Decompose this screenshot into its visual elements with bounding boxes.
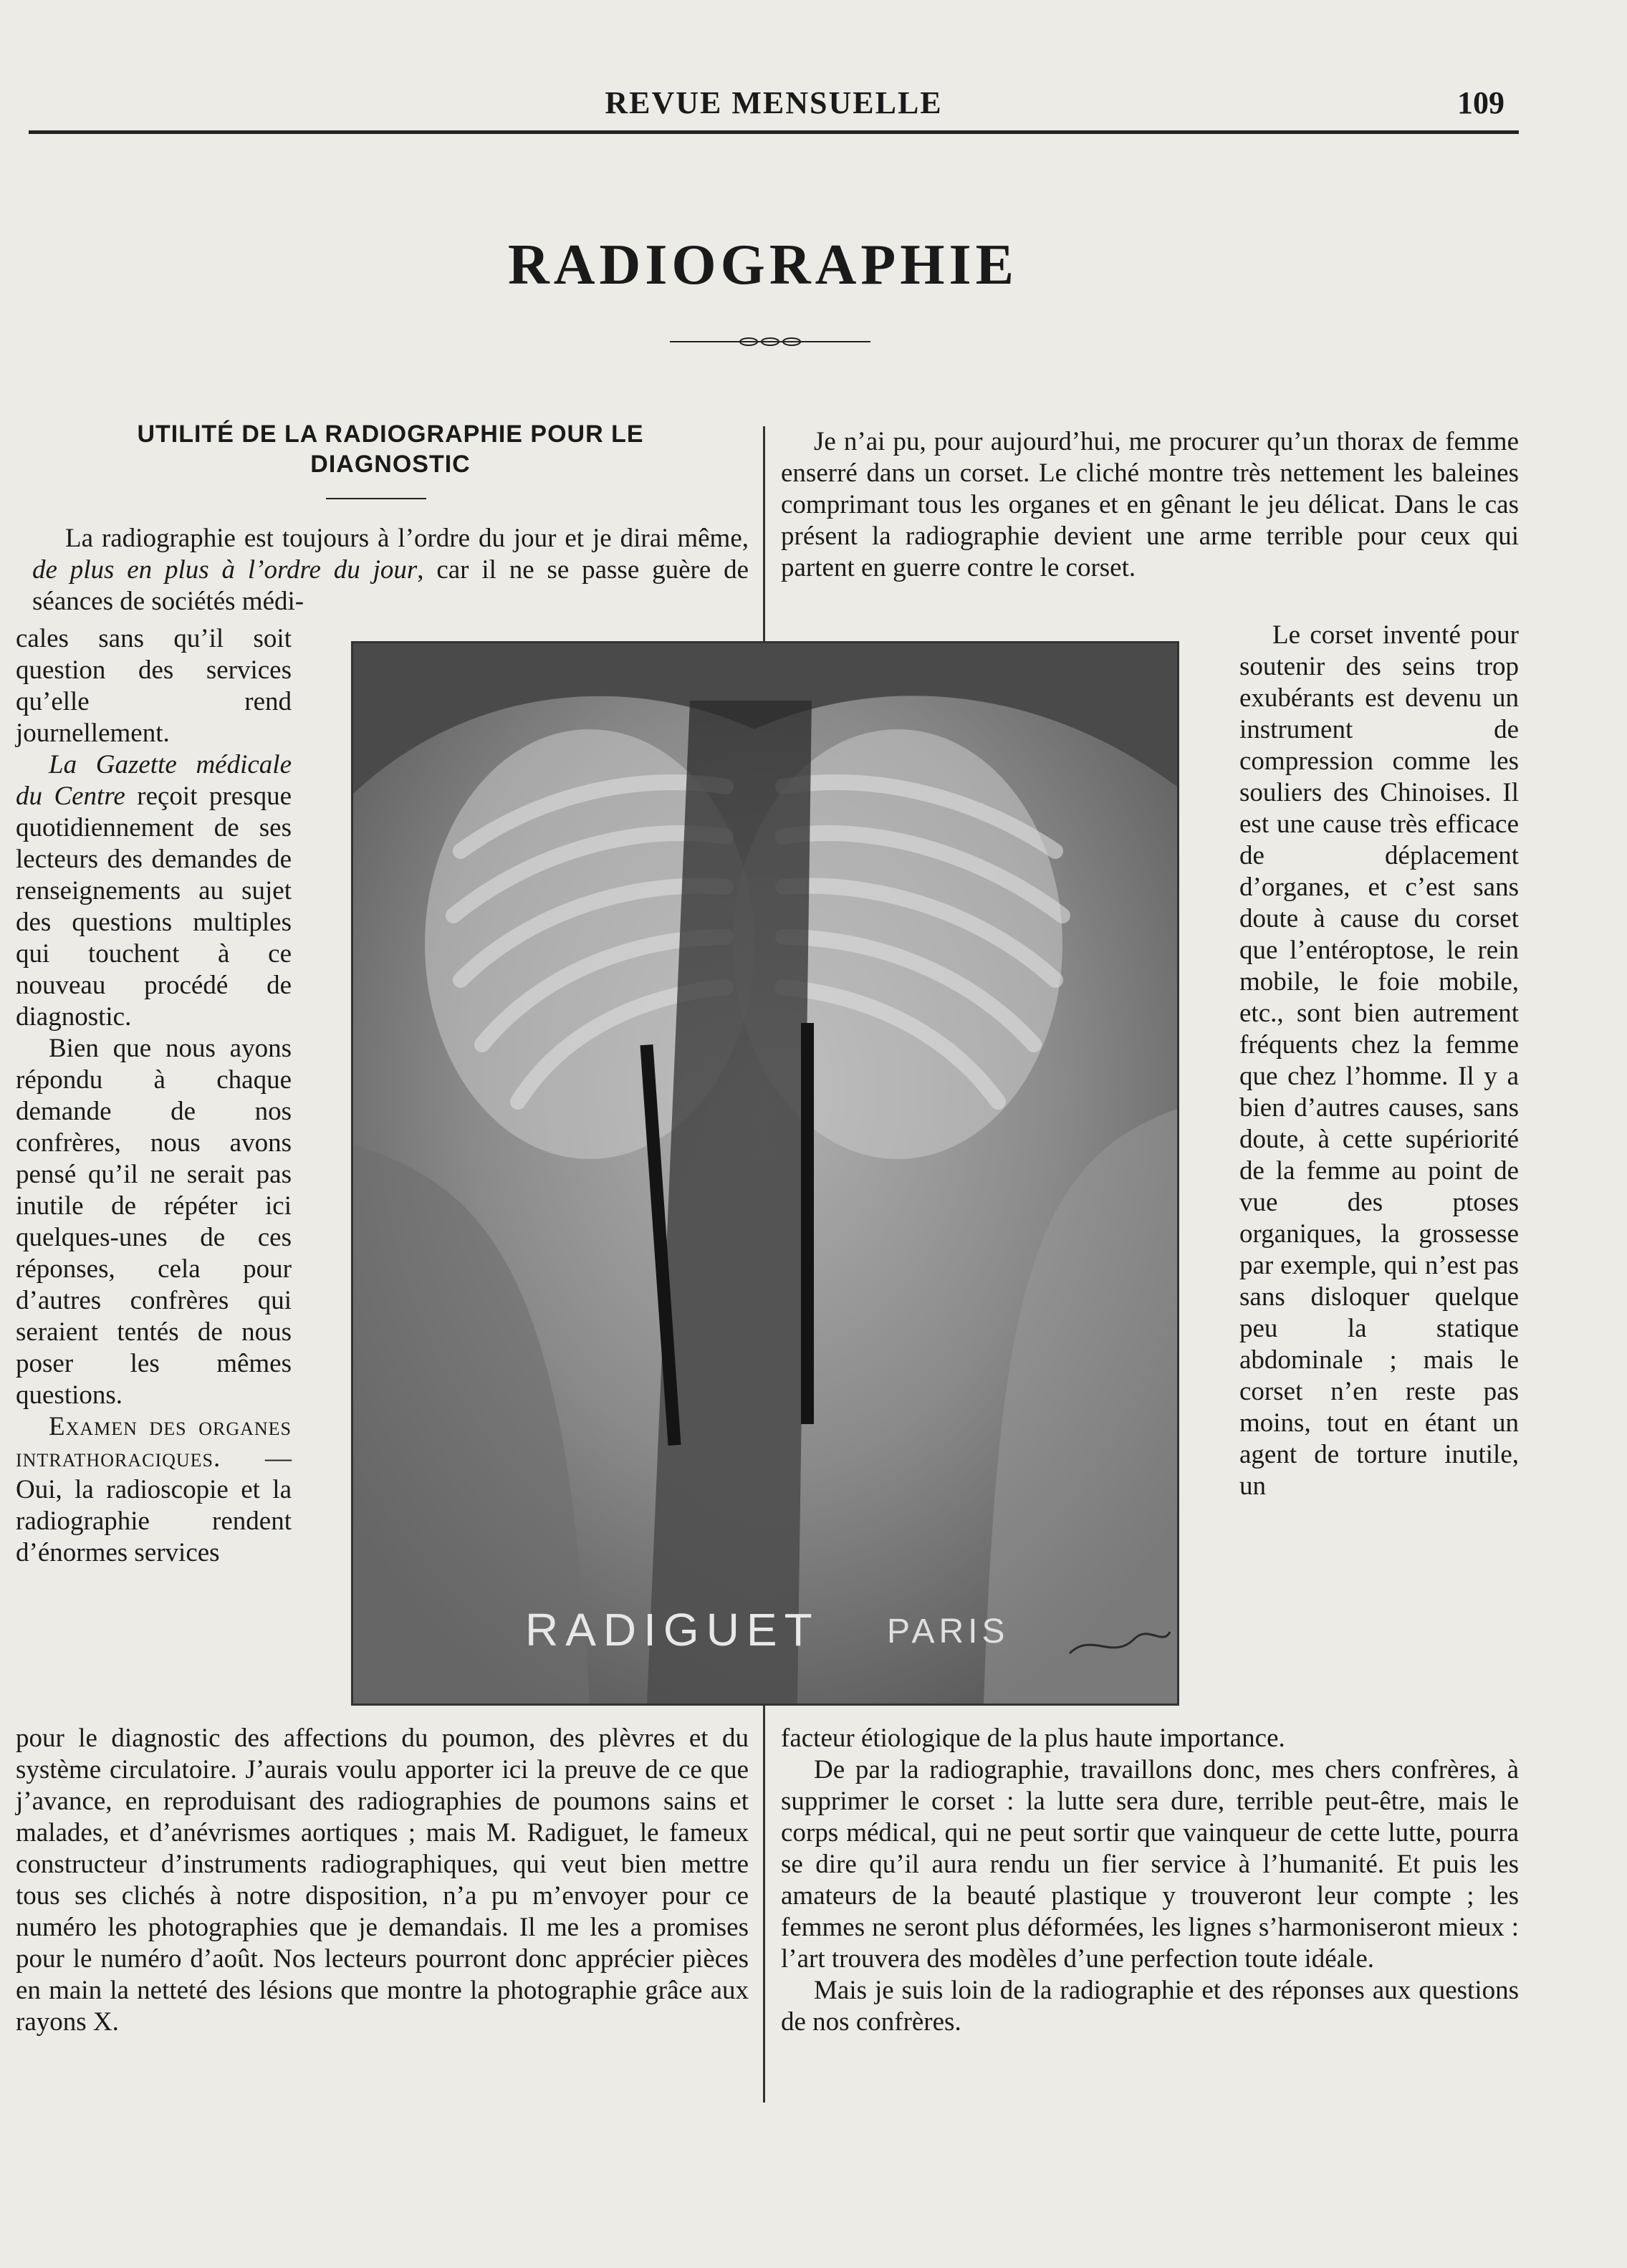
left-narrow-text [16, 623, 292, 1569]
paragraph-supprimer: De par la radiographie, travaillons donc, mes chers confrères, à supprimer le corset : la lutte sera dure, terrible peut-être, mais le corps médical, qui ne peut sortir que vainqueur de cette lutte, pourra se dire qu’il aura rendu un fier service à l’humanité. Et puis les amateurs de la beauté plastique y trouveront leur compte ; les femmes ne seront plus déformées, les lignes s’harmoniseront mieux : l’art trouvera des modèles d’une perfection toute idéale. [781, 1755, 1519, 1974]
paragraph-answers: Bien que nous ayons répondu à chaque demande de nos confrères, nous avons pensé qu’il ne serait pas inutile de répéter ici quelques-unes de ces réponses, cela pour d’autres confrères qui seraient tentés de nous poser les mêmes questions. [16, 1034, 292, 1410]
xray-image-icon [353, 643, 1177, 1704]
right-narrow-text [1239, 620, 1519, 1502]
section-heading [32, 419, 749, 479]
paragraph-intro-continued: cales sans qu’il soit question des services qu’elle rend journellement. [16, 624, 292, 748]
page-number: 109 [1457, 85, 1504, 120]
section-heading-line2: DIAGNOSTIC [310, 451, 471, 478]
paragraph-thorax: Je n’ai pu, pour aujourd’hui, me procurer qu’un thorax de femme enserré dans un corset. Le cliché montre très nettement les baleines comprimant tous les organes et en gênant le jeu délicat. Dans le cas présent la radiographie devient une arme terrible pour ceux qui partent en guerre contre le corset. [781, 427, 1519, 582]
section-rule [326, 498, 426, 499]
section-heading-line1: UTILITÉ DE LA RADIOGRAPHIE POUR LE [137, 421, 644, 448]
radiograph-figure [351, 641, 1179, 1706]
photographer-mark: RADIGUET [525, 1604, 820, 1656]
left-lower-text [16, 1723, 749, 2038]
running-header [29, 80, 1519, 134]
paragraph-intro: La radiographie est toujours à l’ordre du jour et je dirai même, de plus en plus à l’ordre du jour, car il ne se passe guère de séances de sociétés médi- [32, 524, 749, 616]
photographer-city: PARIS [887, 1613, 1009, 1650]
running-title: REVUE MENSUELLE [605, 85, 943, 120]
ornament-divider-icon [670, 337, 870, 347]
right-upper-text [781, 426, 1519, 584]
left-intro-text [32, 523, 749, 618]
paragraph-examen-continued: pour le diagnostic des affections du poumon, des plèvres et du système circulatoire. J’aurais voulu apporter ici la preuve de ce que j’avance, en reproduisant des radiographies de poumons sains et malades, et d’anévrismes aortiques ; mais M. Radiguet, le fameux constructeur d’instruments radiographiques, qui veut bien mettre tous ses clichés à notre disposition, n’a pu m’envoyer pour ce numéro les photographies que je demandais. Il me les a promises pour le numéro d’août. Nos lecteurs pourront donc apprécier pièces en main la netteté des lésions que montre la photographie grâce aux rayons X. [16, 1724, 749, 2037]
article-title: RADIOGRAPHIE [507, 234, 1019, 297]
right-lower-text [781, 1723, 1519, 2038]
paragraph-corset-continued: facteur étiologique de la plus haute importance. [781, 1724, 1285, 1753]
paragraph-corset: Le corset inventé pour soutenir des seins trop exubérants est devenu un instrument de compression comme les souliers des Chinoises. Il est une cause très efficace de déplacement d’organes, et c’est sans doute à cause du corset que l’entéroptose, le rein mobile, le foie mobile, etc., sont bien autrement fréquents chez la femme que chez l’homme. Il y a bien d’autres causes, sans doute, à cette supériorité de la femme au point de vue des ptoses organiques, la grossesse par exemple, qui n’est pas sans disloquer quelque peu la statique abdominale ; mais le corset n’en reste pas moins, tout en étant un agent de torture inutile, un [1239, 620, 1519, 1501]
paragraph-conclusion: Mais je suis loin de la radiographie et des réponses aux questions de nos confrères. [781, 1976, 1519, 2037]
paragraph-gazette: La Gazette médicale du Centre reçoit presque quotidiennement de ses lecteurs des demandes de renseignements au sujet des questions multiples qui touchent à ce nouveau procédé de diagnostic. [16, 750, 292, 1032]
paragraph-examen: Examen des organes intrathoraciques. — Oui, la radioscopie et la radiographie rendent d’énormes services [16, 1412, 292, 1567]
